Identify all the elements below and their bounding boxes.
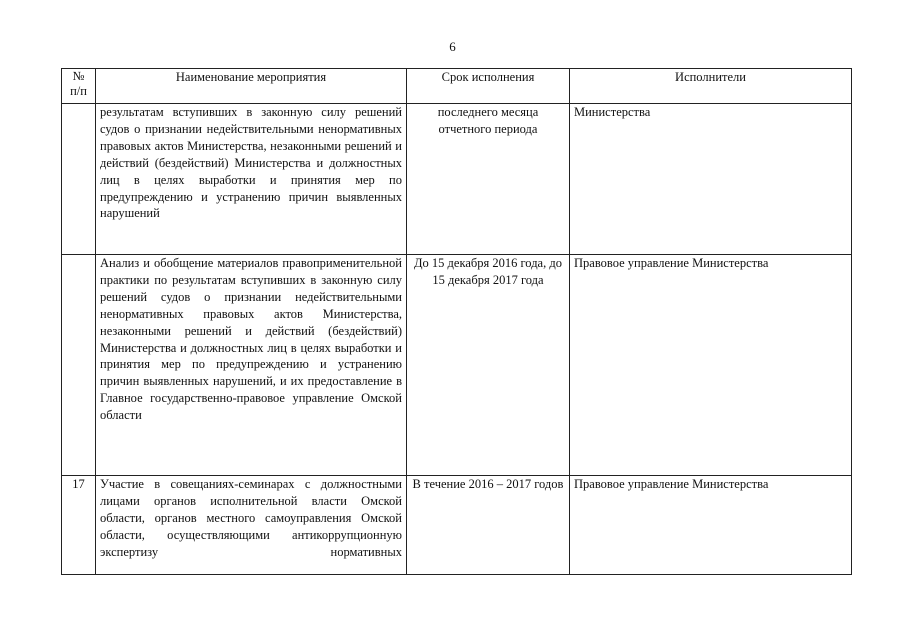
header-number — [62, 69, 96, 104]
row-executors: Правовое управление Министерства — [570, 476, 852, 575]
row-term: В течение 2016 – 2017 годов — [407, 476, 570, 575]
row-number — [62, 255, 96, 476]
row-number — [62, 104, 96, 255]
row-term: последнего месяца отчетного периода — [407, 104, 570, 255]
table-row — [62, 255, 852, 476]
row-term: До 15 декабря 2016 года, до 15 декабря 2017 года — [407, 255, 570, 476]
table-row — [62, 476, 852, 575]
row-measure-name: результатам вступивших в законную силу решений судов о признании недействительными ненормативных правовых актов Министерства, незаконными решений и действий (бездействий) Министерства и должностных лиц в целях выработки и принятия мер по предупреждению и устранению причин выявленных нарушений — [96, 104, 407, 255]
table-row — [62, 104, 852, 255]
page-number: 6 — [449, 39, 456, 54]
header-term: Срок исполнения — [407, 69, 570, 104]
table-header-row — [62, 69, 852, 104]
header-name: Наименование мероприятия — [96, 69, 407, 104]
measures-table — [61, 68, 852, 575]
row-number: 17 — [62, 476, 96, 575]
header-number-line1: № — [72, 69, 85, 83]
row-executors: Министерства — [570, 104, 852, 255]
row-measure-name: Участие в совещаниях-семинарах с должностными лицами органов исполнительной власти Омской области, органов местного самоуправления Омской области, осуществляющими антикоррупционную экспертизу нормативных — [96, 476, 407, 575]
row-executors: Правовое управление Министерства — [570, 255, 852, 476]
row-measure-name: Анализ и обобщение материалов правоприменительной практики по результатам вступивших в законную силу решений судов о признании недействительными ненормативных правовых актов Министерства, незаконными решений и действий (бездействий) Министерства и должностных лиц в целях выработки и принятия мер по предупреждению и устранению причин выявленных нарушений, и их предоставление в Главное государственно-правовое управление Омской области — [96, 255, 407, 476]
header-number-line2: п/п — [70, 84, 87, 98]
header-executors: Исполнители — [570, 69, 852, 104]
